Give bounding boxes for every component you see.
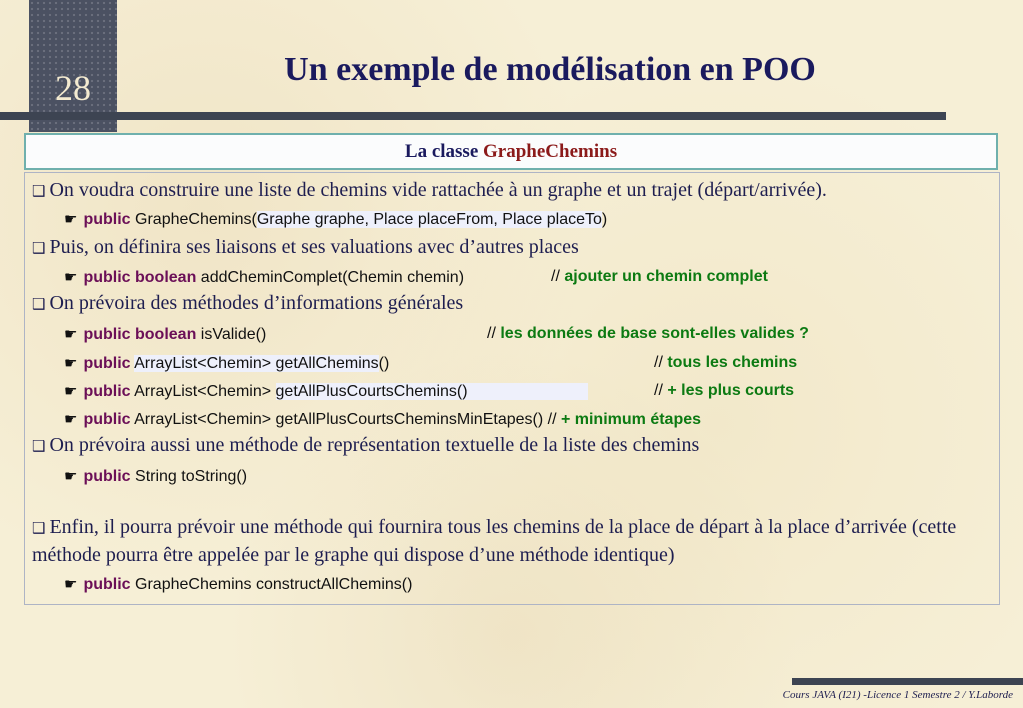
code-get-plus-courts: ☛ public ArrayList<Chemin> getAllPlusCourtsChemins() (64, 382, 588, 401)
checkbox-bullet-icon: ❑ (32, 295, 46, 313)
bullet-construct-all: ❑ Enfin, il pourra prévoir une méthode qui fournira tous les chemins de la place de départ à la place d’arrivée (cette méthode pourra être appelée par le graphe qui dispose d’une méthode identique) (32, 516, 957, 566)
code-construct-all: ☛ public GrapheChemins constructAllChemins() (64, 575, 413, 593)
checkbox-bullet-icon: ❑ (32, 182, 46, 200)
pointing-hand-icon: ☛ (64, 382, 78, 400)
comment-is-valide: // les données de base sont-elles valides ? (487, 325, 809, 342)
slide-number: 28 (55, 68, 91, 108)
pointing-hand-icon: ☛ (64, 410, 78, 428)
pointing-hand-icon: ☛ (64, 325, 78, 343)
slide-title: Un exemple de modélisation en POO (284, 51, 816, 88)
pointing-hand-icon: ☛ (64, 575, 78, 593)
subtitle-banner (24, 133, 998, 170)
bullet-info-methods: ❑ On prévoira des méthodes d’informations générales (32, 292, 464, 314)
code-is-valide: ☛ public boolean isValide() (64, 325, 267, 343)
checkbox-bullet-icon: ❑ (32, 519, 46, 537)
checkbox-bullet-icon: ❑ (32, 239, 46, 257)
pointing-hand-icon: ☛ (64, 467, 78, 485)
code-add-chemin: ☛ public boolean addCheminComplet(Chemin chemin) (64, 268, 465, 286)
title-divider (0, 112, 946, 120)
pointing-hand-icon: ☛ (64, 354, 78, 372)
footer-text: Cours JAVA (I21) -Licence 1 Semestre 2 / Y.Laborde (782, 689, 1013, 701)
comment-get-plus-courts: // + les plus courts (654, 382, 795, 399)
subtitle-prefix: La classe (404, 141, 484, 162)
code-get-all-chemins: ☛ public ArrayList<Chemin> getAllChemins() (64, 354, 390, 372)
comment-get-all-chemins: // tous les chemins (654, 354, 798, 371)
code-to-string: ☛ public String toString() (64, 467, 248, 485)
pointing-hand-icon: ☛ (64, 210, 78, 228)
footer-divider (792, 678, 1023, 685)
bullet-to-string: ❑ On prévoira aussi une méthode de représentation textuelle de la liste des chemins (32, 434, 700, 456)
comment-add-chemin: // ajouter un chemin complet (551, 268, 768, 285)
checkbox-bullet-icon: ❑ (32, 437, 46, 455)
code-get-plus-courts-min-etapes: ☛ public ArrayList<Chemin> getAllPlusCourtsCheminsMinEtapes() // + minimum étapes (64, 410, 702, 428)
subtitle-class-name: GrapheChemins (483, 141, 618, 162)
code-constructor: ☛ public GrapheChemins(Graphe graphe, Place placeFrom, Place placeTo) (64, 210, 608, 228)
bullet-constructor-intro: ❑ On voudra construire une liste de chemins vide rattachée à un graphe et un trajet (départ/arrivée). (32, 179, 827, 201)
pointing-hand-icon: ☛ (64, 268, 78, 286)
bullet-liaisons: ❑ Puis, on définira ses liaisons et ses valuations avec d’autres places (32, 236, 579, 258)
